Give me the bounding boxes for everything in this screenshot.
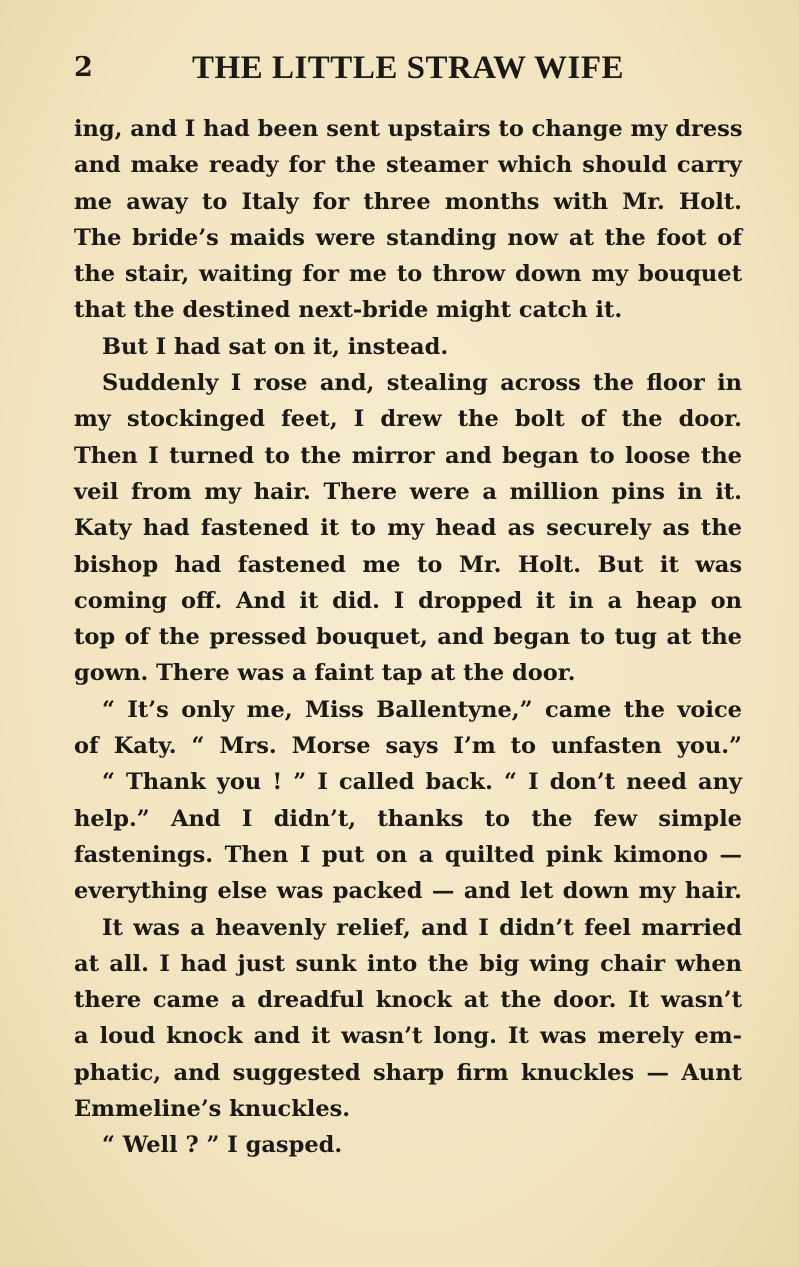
text-line: help.” And I didn’t, thanks to the few simple [74, 805, 742, 832]
text-line: there came a dreadful knock at the door. It wasn’t [74, 987, 742, 1014]
text-line: The bride’s maids were standing now at the foot of [74, 224, 742, 251]
text-line: Then I turned to the mirror and began to loose the [74, 442, 742, 469]
text-line: fastenings. Then I put on a quilted pink kimono — [74, 841, 742, 868]
text-line: phatic, and suggested sharp firm knuckles — Aunt [74, 1059, 742, 1086]
text-line: veil from my hair. There were a million pins in it. [74, 478, 742, 505]
text-line: It was a heavenly relief, and I didn’t feel married [102, 914, 742, 941]
page-header [74, 50, 744, 90]
body-text [74, 111, 742, 1164]
text-line: of Katy. “ Mrs. Morse says I’m to unfasten you.” [74, 733, 742, 760]
text-line: “ Thank you ! ” I called back. “ I don’t need any [102, 769, 742, 796]
text-line: But I had sat on it, instead. [102, 333, 449, 360]
text-line: “ Well ? ” I gasped. [102, 1132, 343, 1159]
text-line: and make ready for the steamer which should carry [74, 152, 742, 179]
text-line: me away to Italy for three months with Mr. Holt. [74, 188, 742, 215]
text-line: bishop had fastened me to Mr. Holt. But it was [74, 551, 742, 578]
text-line: top of the pressed bouquet, and began to tug at the [74, 624, 742, 651]
text-line: “ It’s only me, Miss Ballentyne,” came the voice [102, 696, 742, 723]
text-line: everything else was packed — and let down my hair. [74, 878, 742, 905]
text-line: Suddenly I rose and, stealing across the floor in [102, 370, 742, 397]
text-line: ing, and I had been sent upstairs to change my dress [74, 116, 743, 142]
page-number: 2 [74, 52, 93, 83]
text-line: my stockinged feet, I drew the bolt of the door. [74, 406, 742, 433]
text-line: a loud knock and it wasn’t long. It was merely em- [74, 1023, 742, 1050]
text-line: Emmeline’s knuckles. [74, 1096, 351, 1123]
text-line: at all. I had just sunk into the big wing chair when [74, 950, 742, 977]
text-line: Katy had fastened it to my head as securely as the [74, 515, 742, 542]
text-line: that the destined next-bride might catch it. [74, 297, 623, 324]
text-line: gown. There was a faint tap at the door. [74, 660, 576, 687]
text-line: coming off. And it did. I dropped it in a heap on [74, 587, 742, 614]
running-title: THE LITTLE STRAW WIFE [192, 50, 625, 86]
text-line: the stair, waiting for me to throw down my bouquet [74, 261, 742, 288]
